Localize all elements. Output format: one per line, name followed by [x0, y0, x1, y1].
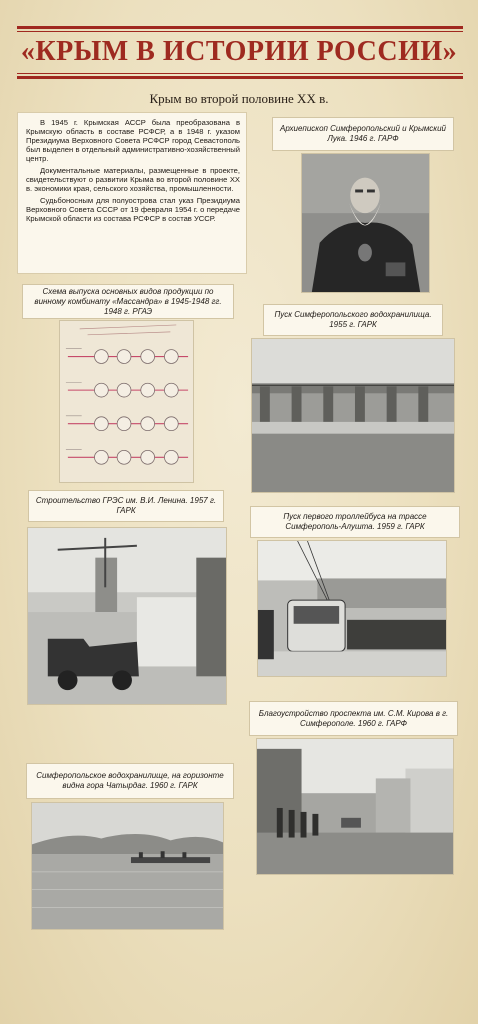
caption-gres: Строительство ГРЭС им. В.И. Ленина. 1957 г. ГАРК: [28, 490, 224, 522]
photo-gres-construction: [27, 527, 227, 705]
top-rule: [17, 26, 463, 29]
caption-kirov: Благоустройство проспекта им. С.М. Кирова в г. Симферополе. 1960 г. ГАРФ: [249, 701, 458, 736]
bottom-rule-thin: [17, 73, 463, 74]
page-subtitle: Крым во второй половине XX в.: [149, 91, 329, 106]
bottom-rule: [17, 76, 463, 79]
intro-text-block: [17, 112, 247, 274]
caption-reservoir-launch: Пуск Симферопольского водохранилища. 1955 г. ГАРК: [263, 304, 443, 336]
page-title: «КРЫМ В ИСТОРИИ РОССИИ»: [20, 36, 458, 67]
photo-reservoir-launch: [251, 338, 455, 493]
intro-paragraph: Документальные материалы, размещенные в проекте, свидетельствуют о развитии Крыма во второй половине XX в. экономики края, сельского хозяйства, промышленности.: [26, 166, 240, 193]
caption-massandra: Схема выпуска основных видов продукции по винному комбинату «Массандра» в 1945-1948 гг. 1948 г. РГАЭ: [22, 284, 234, 319]
photo-trolleybus: [257, 540, 447, 677]
intro-paragraph: Судьбоносным для полуострова стал указ Президиума Верховного Совета СССР от 19 февраля 1954 г. о передаче Крымской области из состава РСФСР в состав УССР.: [26, 196, 240, 223]
caption-chatyrdag: Симферопольское водохранилище, на горизонте видна гора Чатырдаг. 1960 г. ГАРК: [26, 763, 234, 799]
caption-archbishop: Архиепископ Симферопольский и Крымский Лука. 1946 г. ГАРФ: [272, 117, 454, 151]
top-rule-thin: [17, 31, 463, 32]
photo-kirov-avenue: [256, 738, 454, 875]
intro-paragraph: В 1945 г. Крымская АССР была преобразована в Крымскую область в составе РСФСР, а в 1948 г. указом Президиума Верховного Совета РСФСР город Севастополь был выделен в отдельный административно-хозяйственный центр.: [26, 118, 240, 163]
photo-chatyrdag-reservoir: [31, 802, 224, 930]
photo-archbishop: [301, 153, 430, 293]
caption-trolleybus: Пуск первого троллейбуса на трассе Симферополь-Алушта. 1959 г. ГАРК: [250, 506, 460, 538]
photo-massandra-scheme: [59, 320, 194, 483]
